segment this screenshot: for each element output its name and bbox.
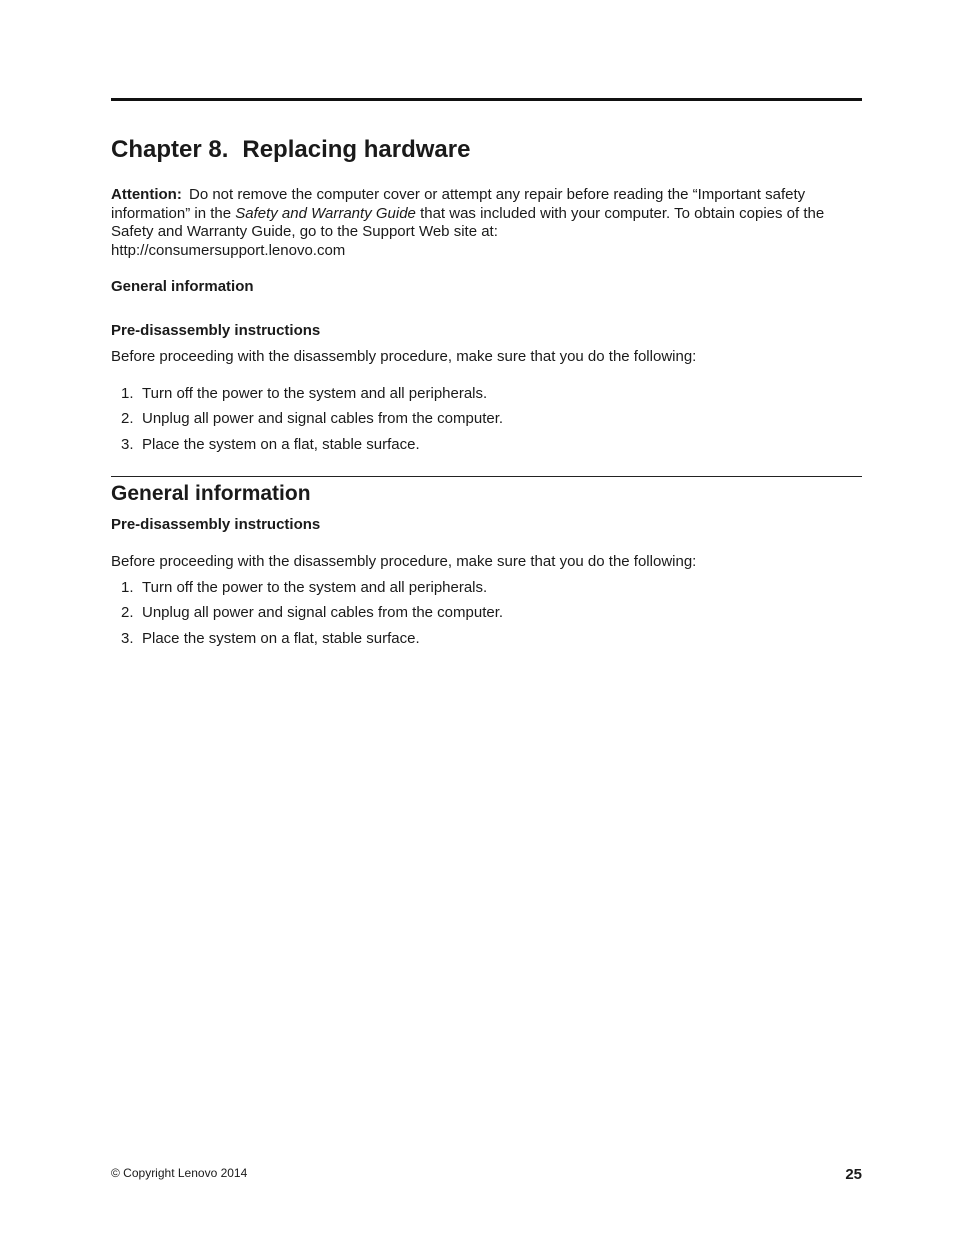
chapter-rule [111, 98, 862, 101]
steps-list-1 [111, 385, 503, 461]
list-item [111, 436, 503, 461]
step-text: Place the system on a flat, stable surface. [142, 435, 420, 453]
guide-title: Safety and Warranty Guide [235, 204, 416, 222]
step-text: Unplug all power and signal cables from the computer. [142, 604, 504, 622]
attention-text-1: Do not remove the computer cover or attempt any repair before reading the “Important safety information” in the [111, 186, 806, 222]
pre-disassembly-heading-1: Pre-disassembly instructions [111, 322, 321, 339]
step-number: 1. [121, 385, 134, 402]
step-text: Place the system on a flat, stable surface. [142, 629, 420, 647]
step-number: 1. [121, 579, 134, 596]
step-number: 2. [121, 410, 134, 428]
step-text: Turn off the power to the system and all peripherals. [142, 579, 488, 596]
chapter-title [111, 134, 470, 166]
list-item [111, 385, 503, 410]
list-item [111, 630, 503, 655]
section-rule [111, 476, 862, 477]
steps-list-2 [111, 579, 503, 655]
list-item [111, 579, 503, 604]
page-number: 25 [845, 1166, 862, 1183]
intro-text-1: Before proceeding with the disassembly procedure, make sure that you do the following: [111, 348, 697, 365]
step-text: Turn off the power to the system and all peripherals. [142, 385, 488, 402]
footer-copyright: © Copyright Lenovo 2014 [111, 1166, 248, 1180]
step-number: 3. [121, 629, 134, 647]
step-number: 3. [121, 435, 134, 453]
list-item [111, 604, 503, 629]
support-url: http://consumersupport.lenovo.com [111, 241, 346, 259]
general-info-heading-1: General information [111, 278, 254, 295]
chapter-number: Chapter 8. [111, 136, 229, 163]
step-number: 2. [121, 604, 134, 622]
attention-notice [111, 186, 863, 260]
attention-label: Attention: [111, 186, 182, 203]
attention-text-2: that was included with your computer. To obtain copies of the Safety and Warranty Guide, go to the Support Web site at: [111, 204, 825, 240]
list-item [111, 410, 503, 435]
intro-text-2: Before proceeding with the disassembly procedure, make sure that you do the following: [111, 553, 697, 570]
general-info-heading-2: General information [111, 482, 311, 505]
step-text: Unplug all power and signal cables from the computer. [142, 410, 504, 428]
pre-disassembly-heading-2: Pre-disassembly instructions [111, 516, 321, 533]
chapter-name: Replacing hardware [242, 136, 471, 163]
